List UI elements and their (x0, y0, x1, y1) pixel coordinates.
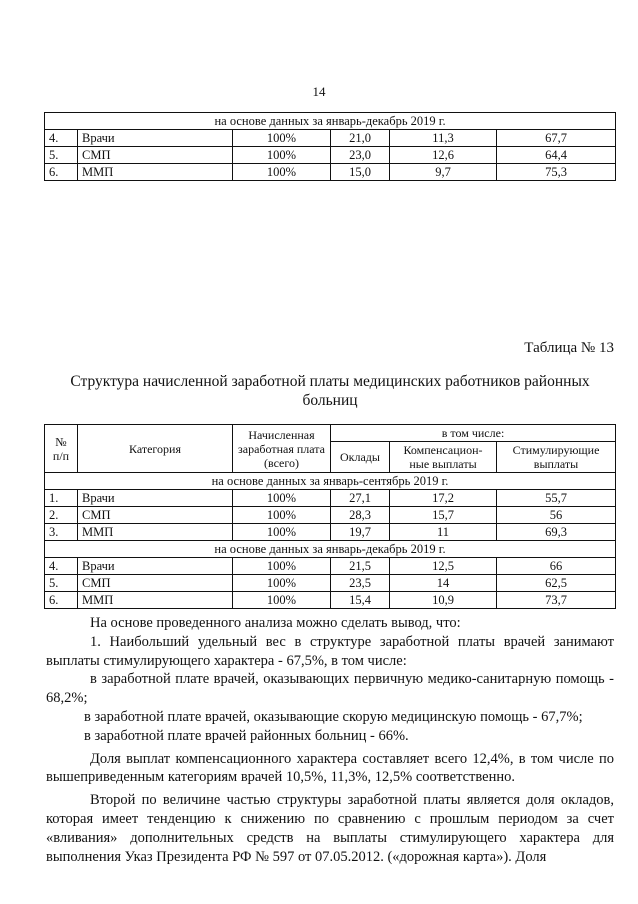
paragraph: в заработной плате врачей, оказывающие скорую медицинскую помощь - 67,7%; (84, 708, 583, 725)
paragraph: На основе проведенного анализа можно сделать вывод, что: (90, 615, 461, 631)
header-salary: Оклады (331, 442, 390, 473)
row-total: 100% (233, 164, 331, 181)
row-number: 2. (45, 507, 78, 524)
header-num: № п/п (45, 425, 78, 473)
row-total: 100% (233, 558, 331, 575)
row-compensation: 12,6 (390, 147, 497, 164)
row-incentive: 62,5 (497, 575, 616, 592)
salary-structure-table-continued (44, 112, 616, 181)
row-number: 5. (45, 575, 78, 592)
row-category: Врачи (78, 130, 233, 147)
row-total: 100% (233, 575, 331, 592)
row-category: ММП (78, 524, 233, 541)
row-total: 100% (233, 524, 331, 541)
paragraph: 1. Наибольший удельный вес в структуре заработной платы врачей занимают выплаты стимулирующего характера - 67,5%, в том числе: (46, 633, 614, 669)
header-total: Начисленная заработная плата (всего) (233, 425, 331, 473)
paragraph: в заработной плате врачей, оказывающих первичную медико-санитарную помощь - 68,2%; (46, 671, 614, 707)
row-number: 5. (45, 147, 78, 164)
table-title: Структура начисленной заработной платы медицинских работников районных больниц (70, 373, 590, 409)
row-category: СМП (78, 507, 233, 524)
row-category: ММП (78, 592, 233, 609)
row-incentive: 56 (497, 507, 616, 524)
paragraph: Второй по величине частью структуры заработной платы является доля окладов, которая имеет тенденцию к снижению по сравнению с прошлым периодом за счет «вливания» дополнительных средств на выплаты стимулирующего характера для выполнения Указ Президента РФ № 597 от 07.05.2012. («дорожная карта»). Доля (46, 792, 614, 865)
row-compensation: 10,9 (390, 592, 497, 609)
page-number: 14 (312, 84, 326, 99)
row-category: СМП (78, 575, 233, 592)
row-salary: 15,0 (331, 164, 390, 181)
paragraph: в заработной плате врачей районных больниц - 66%. (84, 727, 409, 744)
header-category: Категория (78, 425, 233, 473)
row-compensation: 9,7 (390, 164, 497, 181)
row-total: 100% (233, 130, 331, 147)
row-salary: 21,5 (331, 558, 390, 575)
row-incentive: 66 (497, 558, 616, 575)
row-salary: 27,1 (331, 490, 390, 507)
row-compensation: 11 (390, 524, 497, 541)
row-number: 4. (45, 130, 78, 147)
row-category: Врачи (78, 490, 233, 507)
section-row (45, 541, 616, 558)
row-compensation: 15,7 (390, 507, 497, 524)
row-incentive: 69,3 (497, 524, 616, 541)
row-total: 100% (233, 490, 331, 507)
header-row (45, 425, 616, 442)
row-salary: 15,4 (331, 592, 390, 609)
row-number: 3. (45, 524, 78, 541)
row-salary: 23,0 (331, 147, 390, 164)
table-row (45, 490, 616, 507)
header-compensation: Компенсацион-ные выплаты (390, 442, 497, 473)
row-total: 100% (233, 147, 331, 164)
row-compensation: 14 (390, 575, 497, 592)
row-salary: 19,7 (331, 524, 390, 541)
table-label: Таблица № 13 (524, 340, 614, 356)
row-salary: 21,0 (331, 130, 390, 147)
paragraph: Доля выплат компенсационного характера составляет всего 12,4%, в том числе по вышеприведенным категориям врачей 10,5%, 11,3%, 12,5% соответственно. (46, 750, 614, 786)
row-incentive: 67,7 (497, 130, 616, 147)
table-row (45, 524, 616, 541)
table-row (45, 592, 616, 609)
row-compensation: 17,2 (390, 490, 497, 507)
row-incentive: 75,3 (497, 164, 616, 181)
row-compensation: 11,3 (390, 130, 497, 147)
section-label: на основе данных за январь-сентябрь 2019 г. (45, 473, 616, 490)
table-row (45, 575, 616, 592)
row-number: 4. (45, 558, 78, 575)
section-label: на основе данных за январь-декабрь 2019 г. (45, 541, 616, 558)
section-row (45, 473, 616, 490)
row-category: СМП (78, 147, 233, 164)
row-salary: 23,5 (331, 575, 390, 592)
row-total: 100% (233, 592, 331, 609)
header-including: в том числе: (331, 425, 616, 442)
row-incentive: 73,7 (497, 592, 616, 609)
row-number: 6. (45, 164, 78, 181)
salary-structure-table (44, 424, 616, 609)
row-compensation: 12,5 (390, 558, 497, 575)
row-category: Врачи (78, 558, 233, 575)
body-text (46, 614, 614, 866)
row-incentive: 64,4 (497, 147, 616, 164)
row-total: 100% (233, 507, 331, 524)
row-incentive: 55,7 (497, 490, 616, 507)
table-row (45, 147, 616, 164)
row-number: 1. (45, 490, 78, 507)
row-salary: 28,3 (331, 507, 390, 524)
section-row (45, 113, 616, 130)
table-row (45, 507, 616, 524)
table-row (45, 558, 616, 575)
row-number: 6. (45, 592, 78, 609)
table-row (45, 164, 616, 181)
header-incentive: Стимулирующие выплаты (497, 442, 616, 473)
row-category: ММП (78, 164, 233, 181)
table-row (45, 130, 616, 147)
section-label: на основе данных за январь-декабрь 2019 г. (45, 113, 616, 130)
